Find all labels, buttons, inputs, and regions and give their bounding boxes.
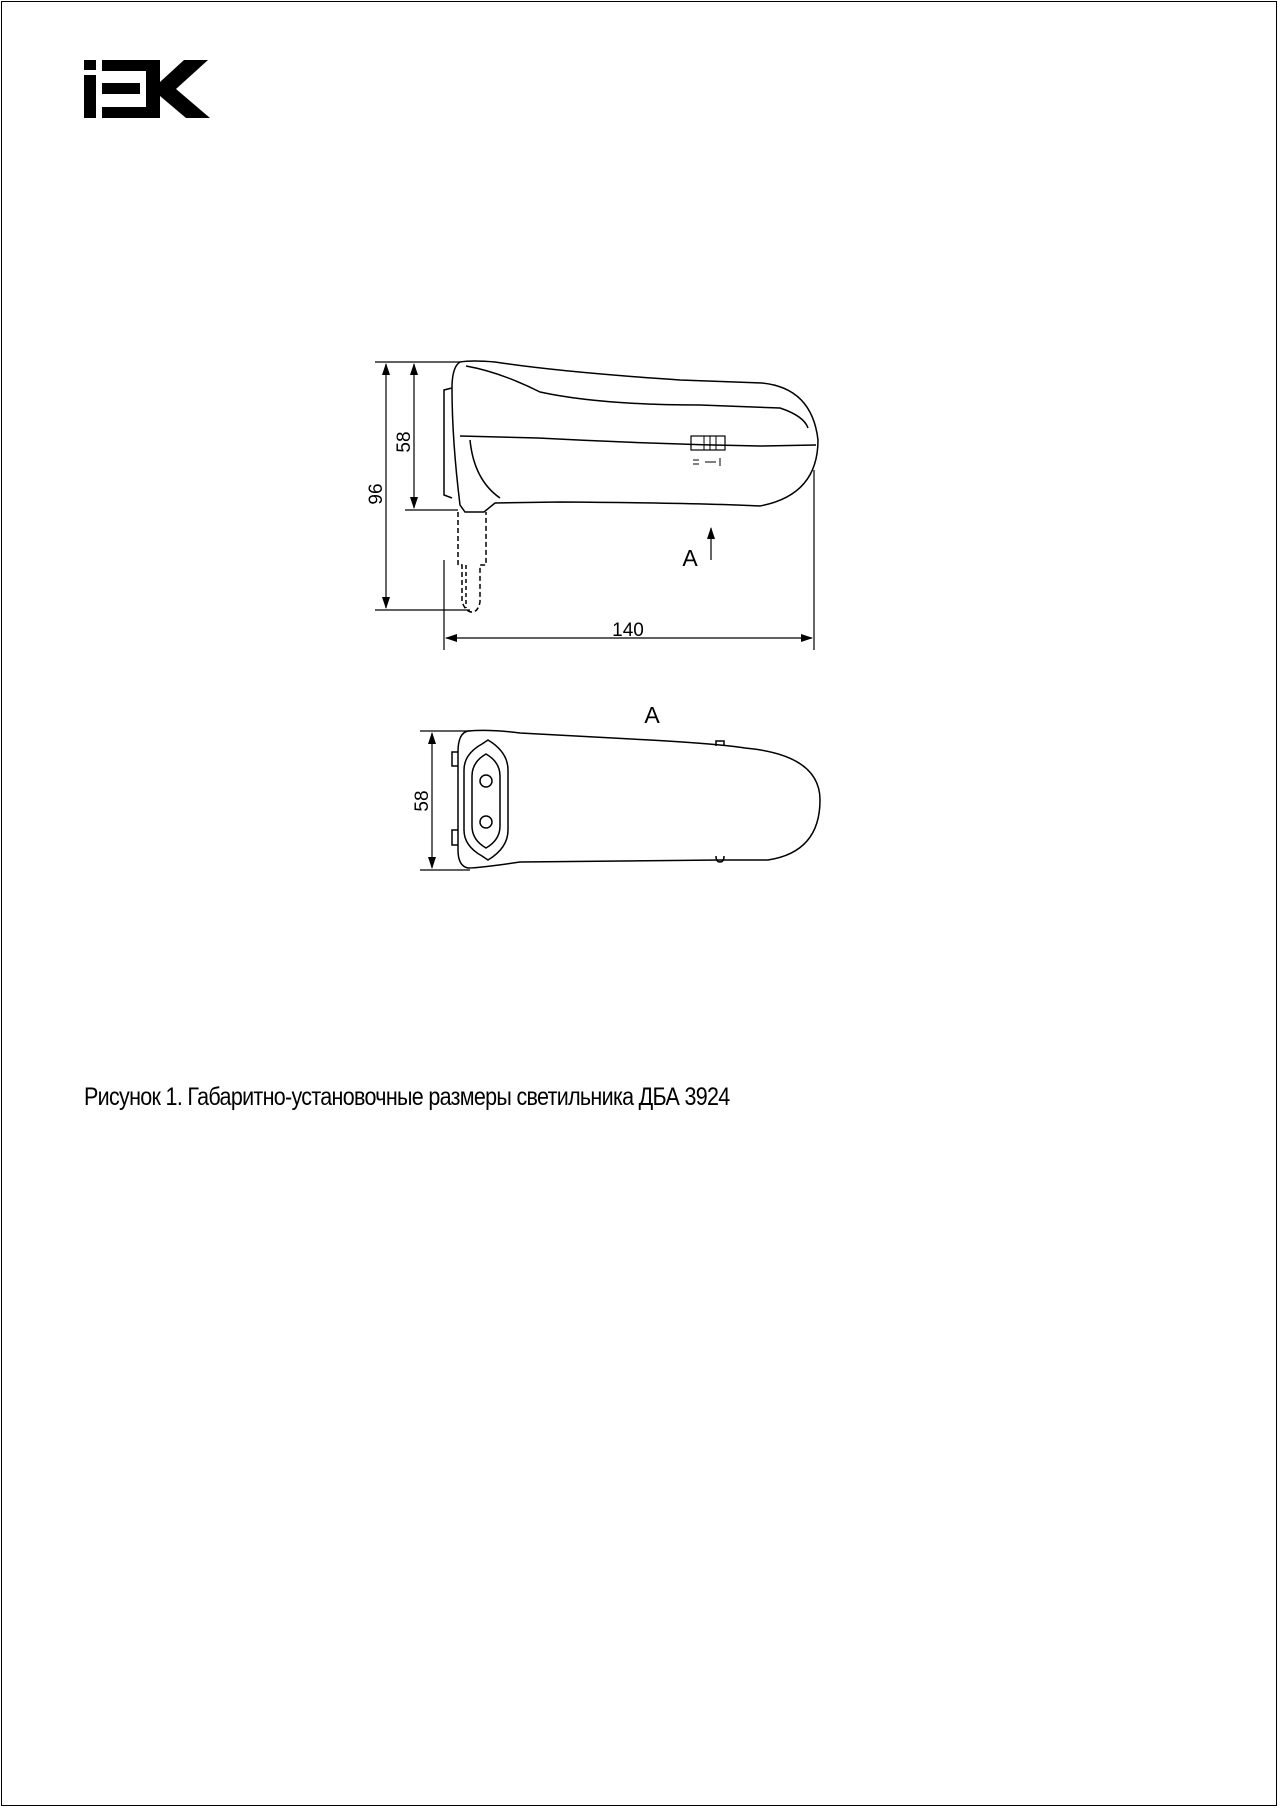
figure-caption: Рисунок 1. Габаритно-установочные размеры светильника ДБА 3924 [84,1083,730,1111]
dimension-140-label: 140 [612,620,644,641]
view-arrow-a-label: A [682,545,698,571]
view-a-title: A [644,702,660,728]
dimension-58-side-label: 58 [394,431,415,453]
dimension-58-top-label: 58 [412,790,433,812]
side-view [444,361,818,612]
top-view [452,730,820,868]
dimension-96-label: 96 [366,483,387,505]
